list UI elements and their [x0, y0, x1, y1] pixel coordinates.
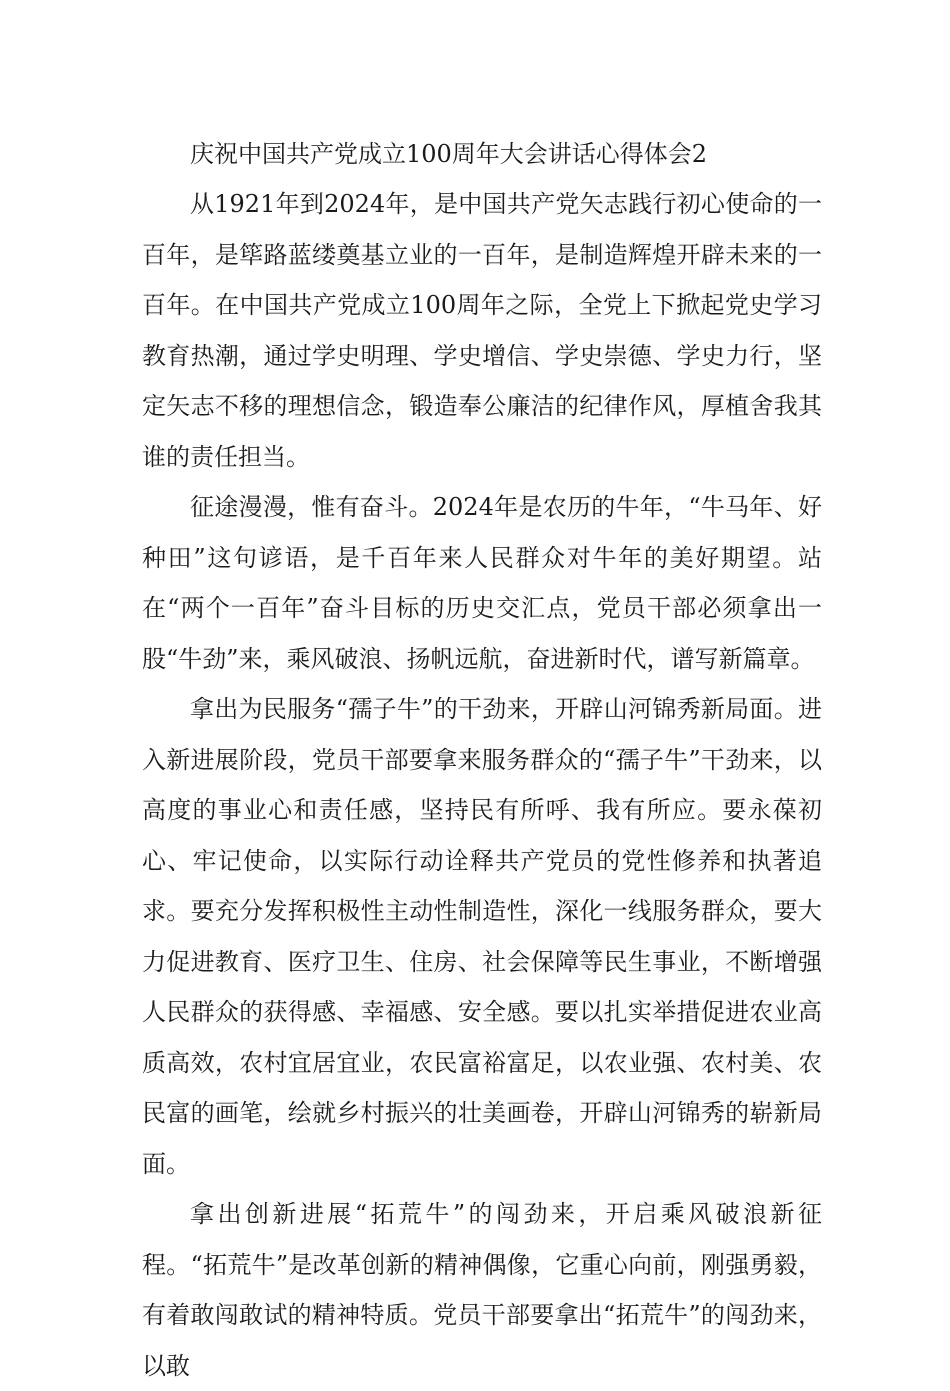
paragraph-3: 拿出为民服务“孺子牛”的干劲来，开辟山河锦秀新局面。进入新进展阶段，党员干部要拿来服务群众的“孺子牛”干劲来，以高度的事业心和责任感，坚持民有所呼、我有所应。要永葆初心、牢记使命，以实际行动诠释共产党员的党性修养和执著追求。要充分发挥积极性主动性制造性，深化一线服务群众，要大力促进教育、医疗卫生、住房、社会保障等民生事业，不断增强人民群众的获得感、幸福感、安全感。要以扎实举措促进农业高质高效，农村宜居宜业，农民富裕富足，以农业强、农村美、农民富的画笔，绘就乡村振兴的壮美画卷，开辟山河锦秀的崭新局面。: [142, 695, 822, 1178]
document-body: [142, 133, 822, 1391]
paragraph-4: 拿出创新进展“拓荒牛”的闯劲来，开启乘风破浪新征程。“拓荒牛”是改革创新的精神偶像，它重心向前，刚强勇毅，有着敢闯敢试的精神特质。党员干部要拿出“拓荒牛”的闯劲来，以敢: [142, 1200, 822, 1380]
paragraph-2: 征途漫漫，惟有奋斗。2024年是农历的牛年，“牛马年、好种田”这句谚语，是千百年来人民群众对牛年的美好期望。站在“两个一百年”奋斗目标的历史交汇点，党员干部必须拿出一股“牛劲”来，乘风破浪、扬帆远航，奋进新时代，谱写新篇章。: [142, 493, 822, 673]
paragraph-1: 从1921年到2024年，是中国共产党矢志践行初心使命的一百年，是筚路蓝缕奠基立业的一百年，是制造辉煌开辟未来的一百年。在中国共产党成立100周年之际，全党上下掀起党史学习教育热潮，通过学史明理、学史增信、学史崇德、学史力行，坚定矢志不移的理想信念，锻造奉公廉洁的纪律作风，厚植舍我其谁的责任担当。: [142, 190, 822, 471]
document-title: 庆祝中国共产党成立100周年大会讲话心得体会2: [190, 140, 708, 168]
